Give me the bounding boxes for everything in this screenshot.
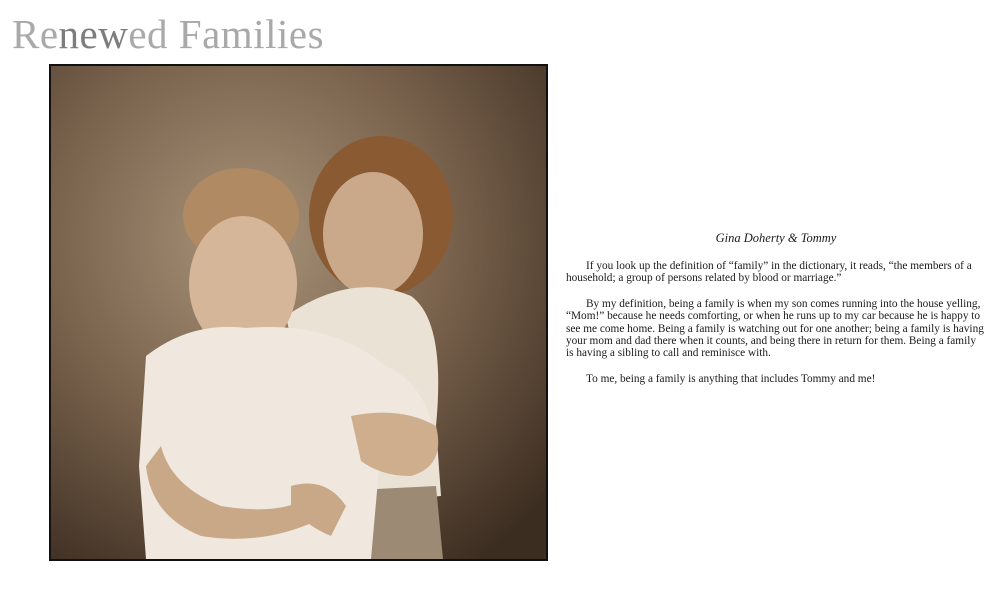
caption-paragraph-1: If you look up the definition of “family” in the dictionary, it reads, “the members of a household; a group of persons related by blood or marriage.” <box>566 260 972 285</box>
caption-block <box>566 231 986 398</box>
portrait-photo-icon <box>51 66 546 559</box>
title-part-1: Re <box>12 11 59 57</box>
caption-paragraph-3: To me, being a family is anything that includes Tommy and me! <box>586 372 876 385</box>
title-part-2: new <box>58 11 129 57</box>
page-title <box>12 11 325 57</box>
family-portrait-photo <box>49 64 548 561</box>
caption-name: Gina Doherty & Tommy <box>715 231 837 245</box>
title-part-3: ed Families <box>128 11 325 57</box>
caption-paragraph-2: By my definition, being a family is when my son comes running into the house yelling, “Mom!” because he needs comforting, or when he runs up to my car because he is happy to see me come home. Being a family is watching out for one another; being a family is having your mom and dad there when it counts, and being there in return for them. Being a family is having a sibling to call and reminisce with. <box>566 297 984 360</box>
